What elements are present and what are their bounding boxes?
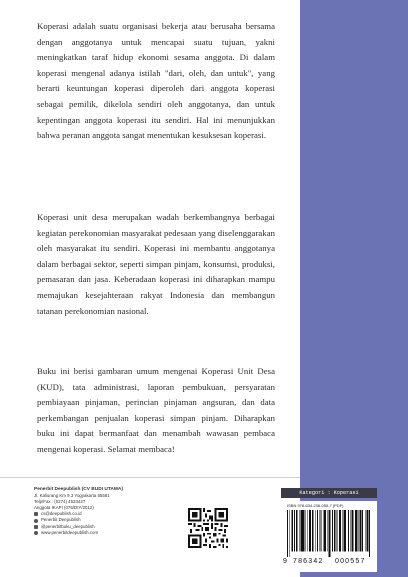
globe-icon: [34, 531, 38, 535]
social-facebook-text: Penerbit Deepublish: [41, 517, 81, 523]
barcode-icon: [287, 510, 371, 557]
barcode-left-digits: 786342: [293, 558, 324, 565]
barcode-right-digits: 000557: [335, 558, 366, 565]
facebook-icon: [34, 519, 38, 523]
publisher-phone: Telp/Fax : (0274) 4533427: [34, 499, 86, 505]
instagram-icon: [34, 525, 38, 529]
publisher-ikapi: Anggota IKAPI (076/DIY/2012): [34, 505, 94, 511]
social-website[interactable]: [34, 530, 164, 536]
blurb-paragraph-3: Buku ini berisi gambaran umum mengenai Koperasi Unit Desa (KUD), tata administrasi, laporan pembukuan, persyaratan pembiayaan pinjaman, perincian pinjaman angsuran, dan data perkembangan penjualan koperasi simpan pinjam. Diharapkan buku ini dapat bermanfaat dan menambah wawasan pembaca mengenai koperasi. Selamat membaca!: [37, 366, 275, 454]
social-instagram-text: @penerbitbuku_deepublish: [41, 523, 95, 529]
category-label: Kategori : Koperasi: [281, 488, 377, 498]
barcode-first-digit: 9: [283, 558, 287, 565]
footer-divider: [0, 477, 300, 478]
publisher-address: Jl. Kaliurang Km 9.3 Yogyakarta 55581: [34, 493, 110, 499]
blurb-paragraph-2: Koperasi unit desa merupakan wadah berkembangnya berbagai kegiatan perekonomian masyarakat pedesaan yang diselenggarakan oleh masyarakat itu sendiri. Koperasi ini membantu anggotanya dalam berbagai sektor, seperti simpan pinjam, konsumsi, produksi, pemasaran dan jasa. Keberadaan koperasi ini diharapkan mampu memajukan kesejahteraan rakyat Indonesia dan membangun tatanan perekonomian nasional.: [37, 212, 275, 316]
publisher-name: Penerbit Deepublish (CV BUDI UTAMA): [34, 487, 123, 492]
barcode-digits: [283, 558, 375, 568]
barcode-panel: [281, 488, 377, 572]
isbn-text: ISBN 978-634-236-055-7 (PDF): [287, 503, 344, 508]
social-email-text: cs@deepublish.co.id: [41, 511, 82, 517]
blurb-paragraph-1: Koperasi adalah suatu organisasi bekerja atau berusaha bersama dengan anggotanya untuk mencapai suatu tujuan, yakni meningkatkan taraf hidup ekonomi sesama anggota. Di dalam koperasi mengenal adanya istilah "dari, oleh, dan untuk", yang berarti keuntungan koperasi diperoleh dari anggota koperasi sebagai pemilik, dikelola sendiri oleh anggotanya, dan untuk kepentingan anggota koperasi itu sendiri. Hal ini menunjukkan bahwa peranan anggota sangat menentukan kesuksesan koperasi.: [37, 21, 275, 141]
email-icon: [34, 512, 38, 516]
social-website-text: www.penerbitdeepublish.com: [41, 529, 99, 535]
publisher-info: [34, 487, 164, 536]
qr-code-icon: [188, 508, 228, 548]
isbn-barcode: [281, 501, 377, 572]
